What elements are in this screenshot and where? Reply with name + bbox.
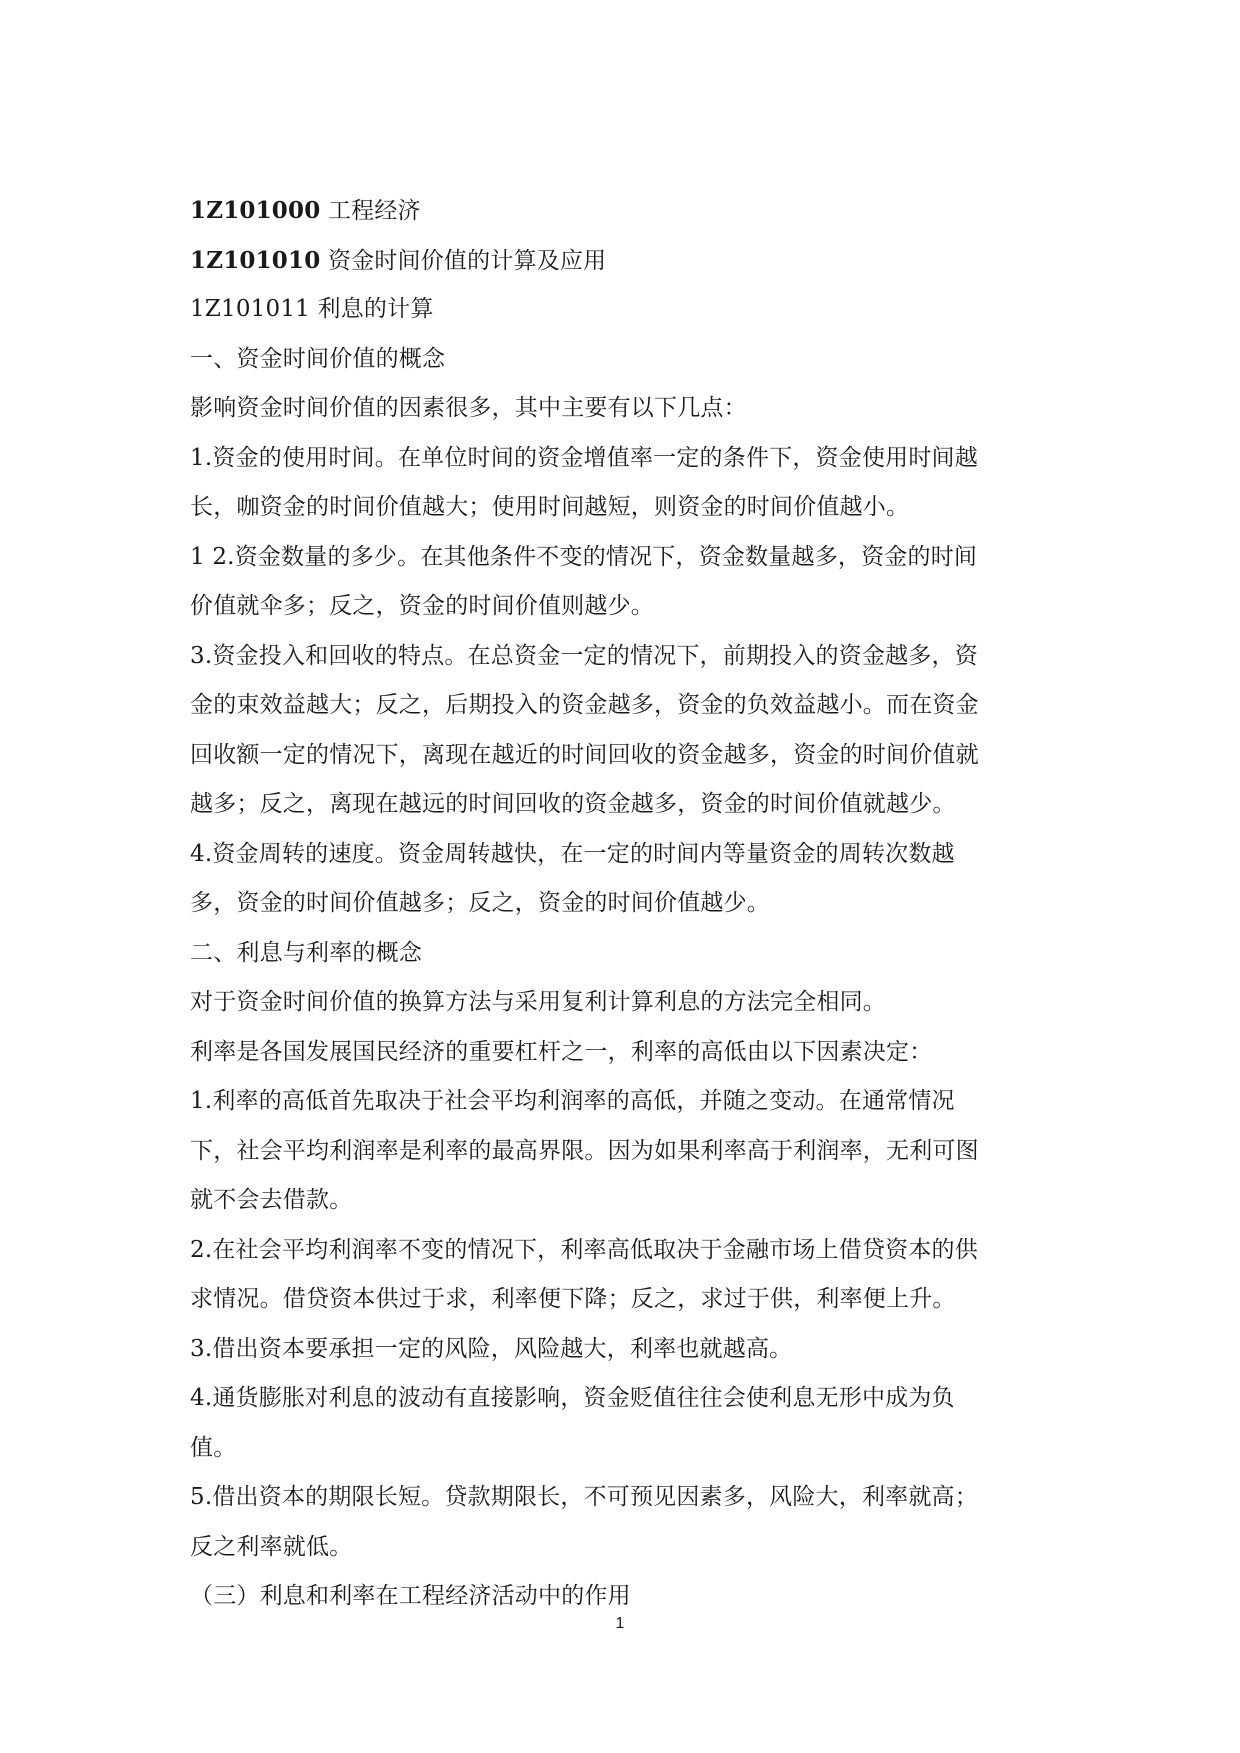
text-line: 3.借出资本要承担一定的风险，风险越大，利率也就越高。 [190,1335,793,1362]
text-line: 4.资金周转的速度。资金周转越快，在一定的时间内等量资金的周转次数越 [190,840,955,867]
text-line: 求情况。借贷资本供过于求，利率便下降；反之，求过于供，利率便上升。 [190,1286,956,1312]
heading-1-code: 1Z101000 [190,197,321,224]
text-line: 1 2.资金数量的多少。在其他条件不变的情况下，资金数量越多，资金的时间 [190,543,978,570]
section-2-heading: 二、利息与利率的概念 [190,939,422,966]
text-line: 回收额一定的情况下，离现在越近的时间回收的资金越多，资金的时间价值就 [190,741,979,768]
text-line: 价值就伞多；反之，资金的时间价值则越少。 [190,593,654,619]
text-line: 长，咖资金的时间价值越大；使用时间越短，则资金的时间价值越小。 [190,494,910,520]
text-line: 4.通货膨胀对利息的波动有直接影响，资金贬值往往会使利息无形中成为负 [190,1385,955,1411]
text-line: 多，资金的时间价值越多；反之，资金的时间价值越少。 [190,890,770,916]
heading-level-2 [190,236,1050,286]
heading-2-code: 1Z101010 [190,246,321,274]
heading-2-title: 资金时间价值的计算及应用 [327,247,607,274]
section-3-heading: （三）利息和利率在工程经济活动中的作用 [190,1583,631,1609]
heading-1-title: 工程经济 [327,198,421,224]
section-1-heading: 一、资金时间价值的概念 [190,345,446,372]
text-line: 3.资金投入和回收的特点。在总资金一定的情况下，前期投入的资金越多，资 [190,642,978,669]
text-line: 利率是各国发展国民经济的重要杠杆之一，利率的高低由以下因素决定： [190,1038,933,1065]
text-line: 影响资金时间价值的因素很多，其中主要有以下几点： [190,395,747,421]
text-line: 反之利率就低。 [190,1533,353,1560]
text-line: 2.在社会平均利润率不变的情况下，利率高低取决于金融市场上借贷资本的供 [190,1236,978,1263]
text-line: 对于资金时间价值的换算方法与采用复利计算利息的方法完全相同。 [190,989,886,1015]
page-number: 1 [615,1615,625,1632]
text-line: 就不会去借款。 [190,1187,353,1213]
text-line: 金的束效益越大；反之，后期投入的资金越多，资金的负效益越小。而在资金 [190,692,979,718]
text-line: 1.利率的高低首先取决于社会平均利润率的高低，并随之变动。在通常情况 [190,1088,955,1114]
document-body [190,186,1050,1622]
text-line: 1.资金的使用时间。在单位时间的资金增值率一定的条件下，资金使用时间越 [190,444,978,471]
text-line: 下，社会平均利润率是利率的最高界限。因为如果利率高于利润率，无利可图 [190,1137,979,1164]
text-line: 值。 [190,1434,237,1461]
text-line: 越多；反之，离现在越远的时间回收的资金越多，资金的时间价值就越少。 [190,791,956,817]
text-line: 5.借出资本的期限长短。贷款期限长，不可预见因素多，风险大，利率就高； [190,1484,978,1510]
heading-level-1 [190,186,1050,236]
heading-level-3: 1Z101011 利息的计算 [190,296,434,322]
